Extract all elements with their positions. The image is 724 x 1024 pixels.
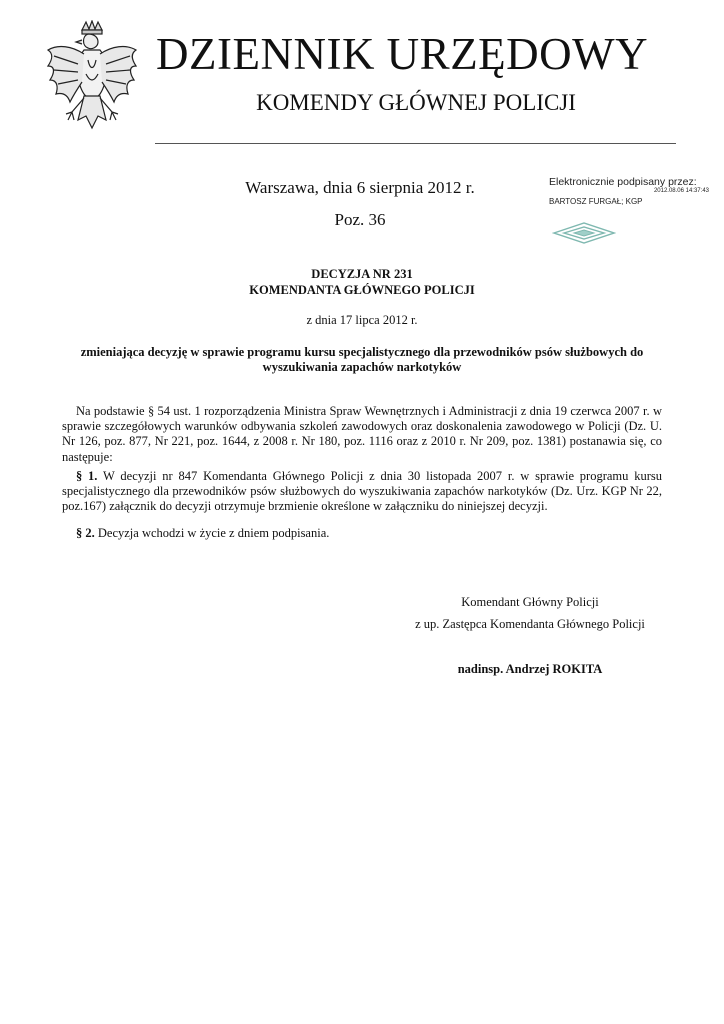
polish-eagle-icon: [44, 20, 140, 144]
signature-logo-icon: [552, 222, 616, 244]
paragraph-1-label: § 1.: [76, 469, 98, 483]
issue-date: Warszawa, dnia 6 sierpnia 2012 r.: [245, 178, 475, 197]
decision-date: z dnia 17 lipca 2012 r.: [306, 313, 418, 327]
header-divider: [155, 143, 676, 144]
paragraph-2: [62, 526, 662, 541]
paragraph-2-text: Decyzja wchodzi w życie z dniem podpisania.: [94, 526, 330, 540]
issue-position: Poz. 36: [334, 210, 386, 229]
paragraph-1: [62, 469, 662, 515]
masthead-title: DZIENNIK URZĘDOWY: [156, 29, 649, 79]
preamble-paragraph: Na podstawie § 54 ust. 1 rozporządzenia Ministra Spraw Wewnętrznych i Administracji z dnia 19 czerwca 2007 r. w sprawie szczegółowych warunków odbywania szkoleń zawodowych oraz doskonalenia zawodowego w Policji (Dz. U. Nr 126, poz. 877, Nr 221, poz. 1644, z 2008 r. Nr 180, poz. 1116 oraz z 2010 r. Nr 209, poz. 1381) postanawia się, co następuje:: [62, 404, 662, 464]
paragraph-1-text: W decyzji nr 847 Komendanta Głównego Policji z dnia 30 listopada 2007 r. w sprawie programu kursu specjalistycznego dla przewodników psów służbowych do wyszukiwania zapachów narkotyków (Dz. Urz. KGP Nr 22, poz.167) załącznik do decyzji otrzymuje brzmienie określone w załączniku do niniejszej decyzji.: [62, 469, 662, 514]
electronic-signature: [549, 176, 709, 206]
closing-deputy: z up. Zastępca Komendanta Głównego Policji: [415, 617, 645, 631]
paragraph-2-label: § 2.: [76, 526, 95, 540]
signature-title: Elektronicznie podpisany przez:: [549, 176, 697, 188]
closing-office: Komendant Główny Policji: [461, 595, 599, 609]
signature-signer: BARTOSZ FURGAŁ; KGP: [549, 197, 643, 206]
closing-signatory: nadinsp. Andrzej ROKITA: [457, 662, 603, 676]
masthead-subtitle: KOMENDY GŁÓWNEJ POLICJI: [256, 90, 576, 115]
signature-timestamp: 2012.08.06 14:37:43: [653, 188, 709, 194]
decision-number: DECYZJA NR 231: [311, 267, 413, 281]
decision-authority: KOMENDANTA GŁÓWNEGO POLICJI: [249, 283, 475, 297]
decision-subject: zmieniająca decyzję w sprawie programu kursu specjalistycznego dla przewodników psów służbowych do wyszukiwania zapachów narkotyków: [80, 345, 644, 374]
